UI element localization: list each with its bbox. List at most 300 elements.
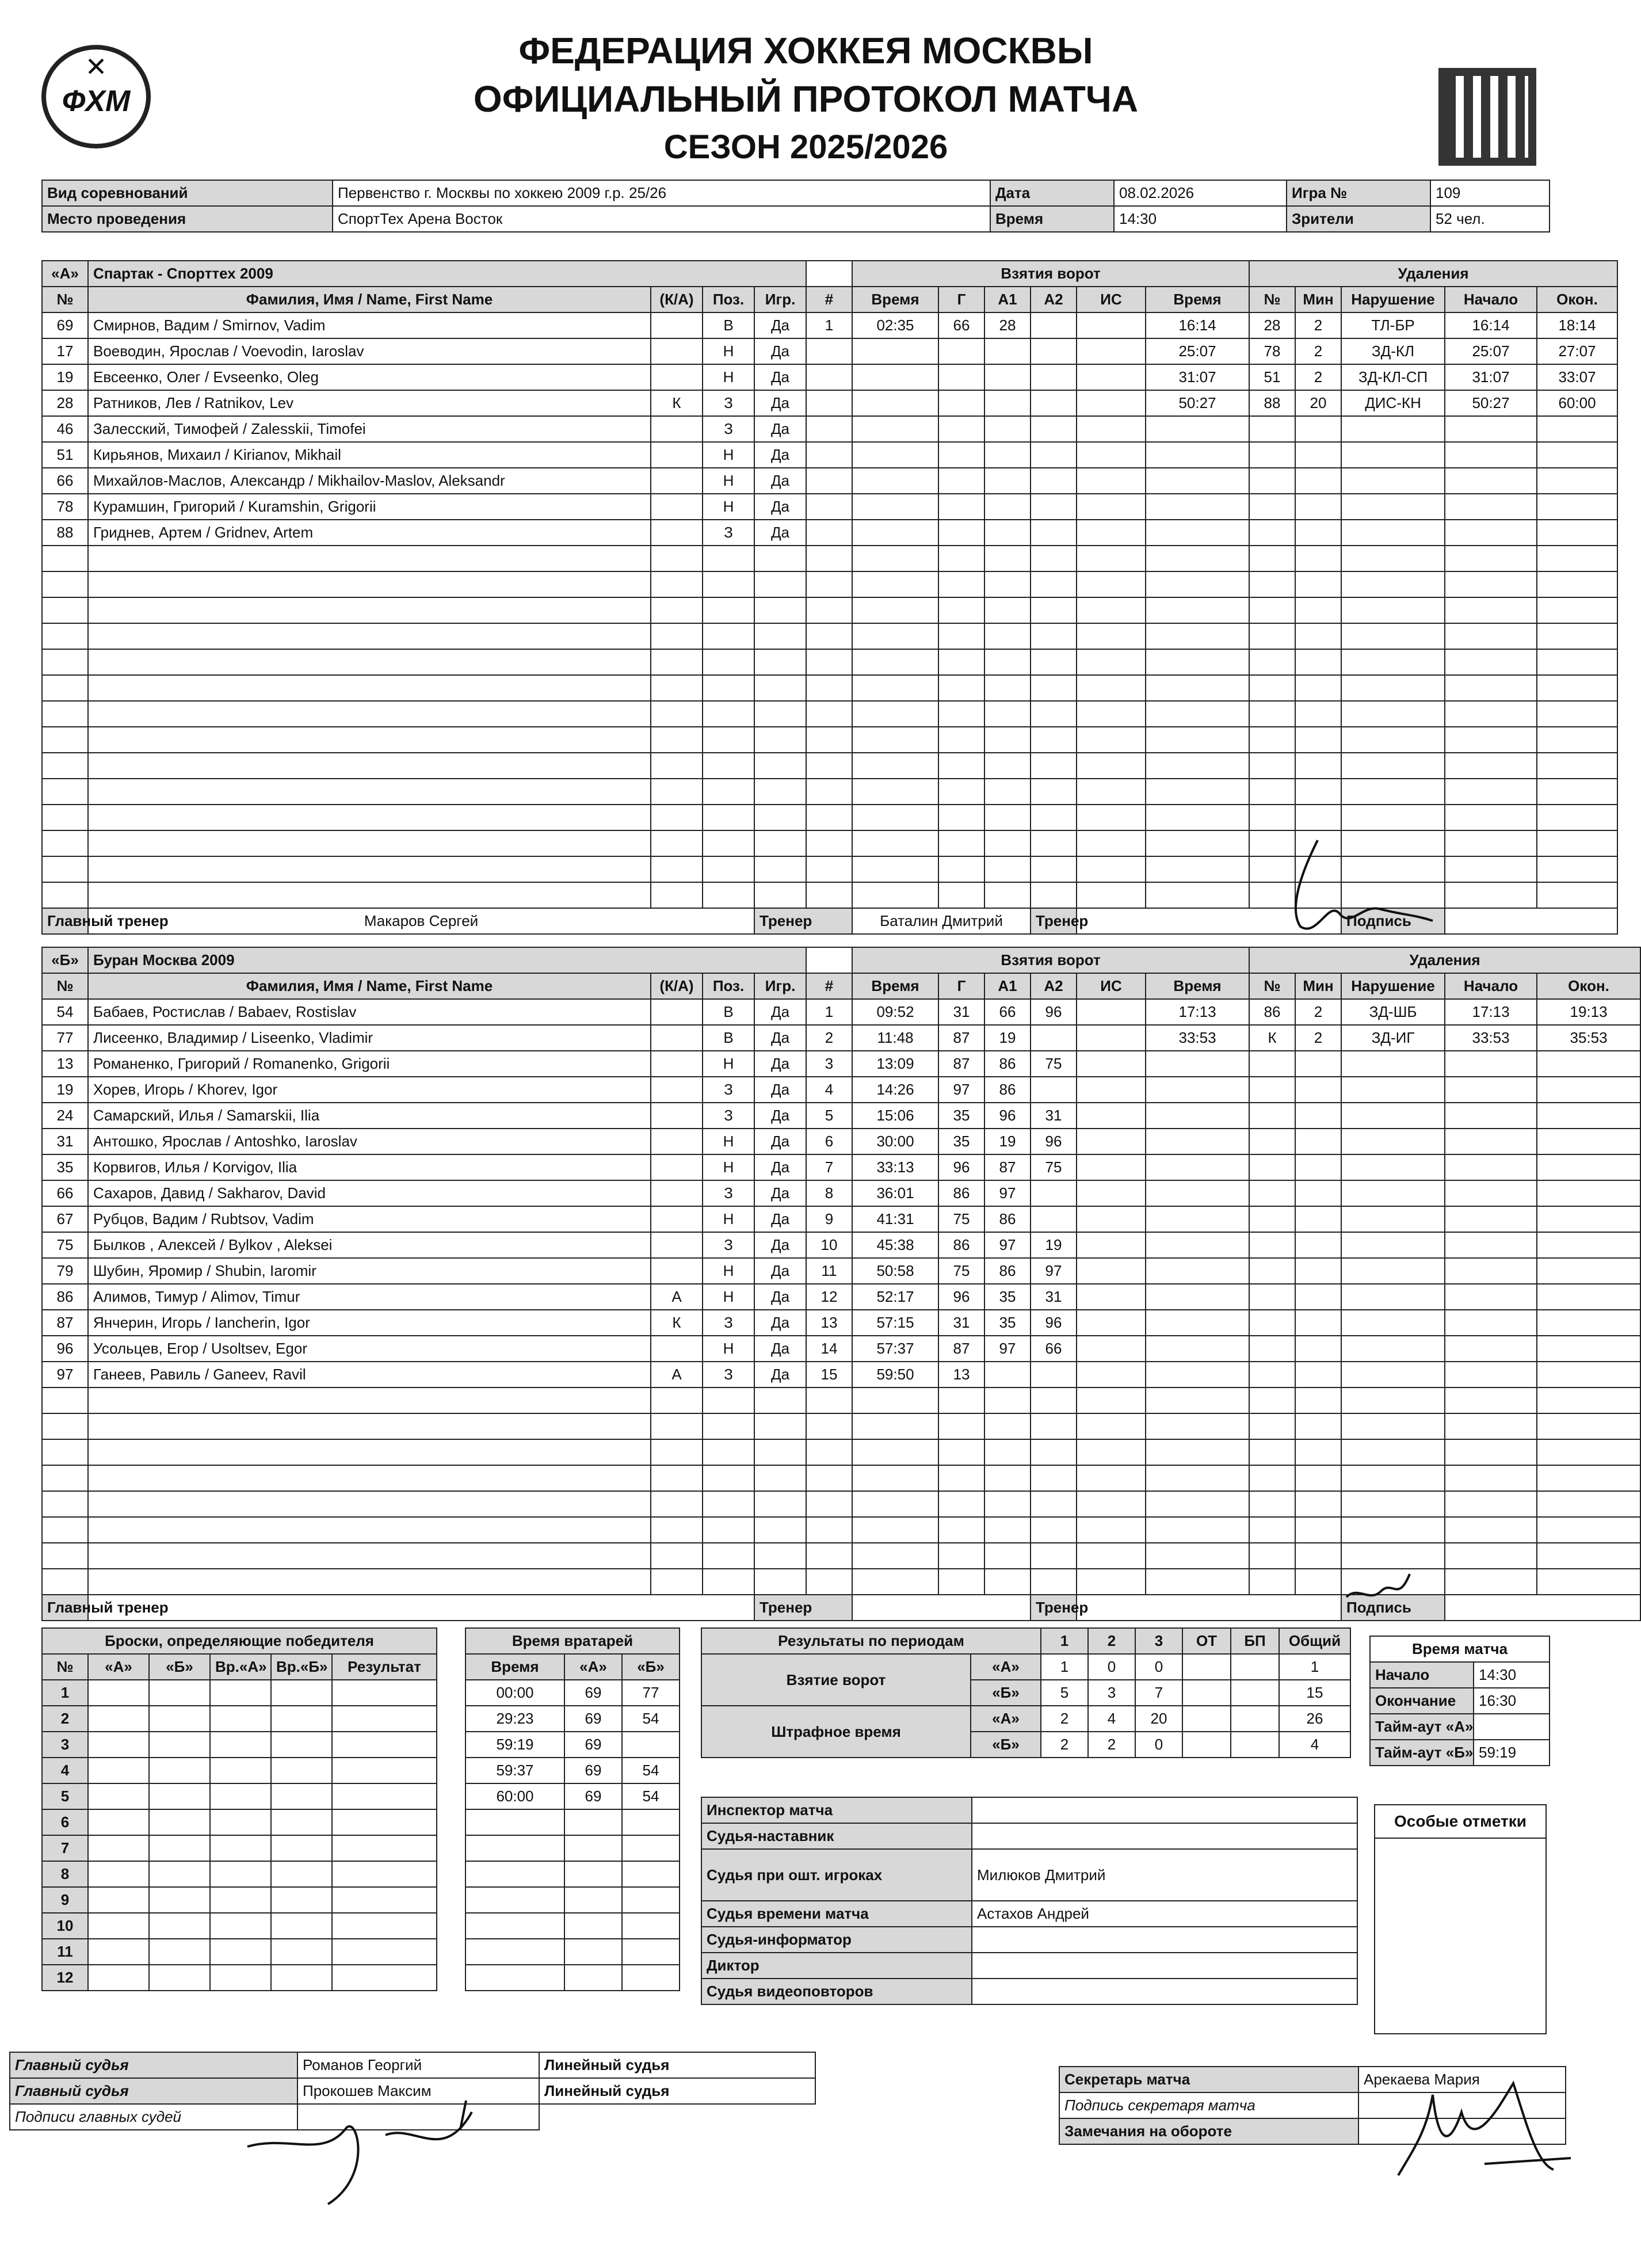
cell: [271, 1939, 332, 1965]
cell: [1341, 520, 1445, 546]
cell: [1077, 1543, 1146, 1569]
player-cell: Да: [754, 1232, 806, 1258]
referee-signature: [242, 2078, 506, 2216]
coach-a-signature: [1266, 829, 1450, 944]
cell: [1445, 1180, 1537, 1206]
cell: [332, 1758, 437, 1783]
cell: [806, 882, 852, 908]
cell: [651, 546, 703, 571]
player-cell: 17: [42, 338, 88, 364]
cell: [1295, 468, 1341, 494]
goal-cell: [1031, 1025, 1077, 1051]
cell: [1295, 1491, 1341, 1517]
cell: [1249, 1388, 1295, 1413]
penalty-cell: ЗД-КЛ-СП: [1341, 364, 1445, 390]
col-name: Фамилия, Имя / Name, First Name: [88, 973, 651, 999]
cell: [1341, 623, 1445, 649]
player-cell: [651, 1103, 703, 1129]
goal-cell: 31: [938, 1310, 984, 1336]
cell: [88, 1680, 149, 1706]
cell: [938, 364, 984, 390]
player-cell: [651, 1129, 703, 1154]
player-cell: Да: [754, 494, 806, 520]
cell: [622, 1939, 680, 1965]
periods-title: Результаты по периодам: [701, 1628, 1041, 1654]
goal-cell: 86: [984, 1258, 1031, 1284]
col-num: №: [42, 973, 88, 999]
cell: [149, 1809, 210, 1835]
cell: [1077, 779, 1146, 805]
cell: [703, 597, 754, 623]
cell: [1249, 571, 1295, 597]
col-g: Г: [938, 973, 984, 999]
cell: [703, 1388, 754, 1413]
cell: [651, 1388, 703, 1413]
penalty-cell: 27:07: [1537, 338, 1617, 364]
cell: [1146, 1051, 1249, 1077]
col-end: Окон.: [1537, 973, 1640, 999]
col-pen_num: №: [1249, 287, 1295, 312]
cell: [271, 1680, 332, 1706]
penalty-cell: 35:53: [1537, 1025, 1640, 1051]
logo-text: ФХМ: [62, 85, 131, 118]
cell: [149, 1758, 210, 1783]
col-pos: Поз.: [703, 973, 754, 999]
cell: [852, 338, 938, 364]
trainer-label: Тренер: [754, 1595, 852, 1621]
player-cell: Да: [754, 1362, 806, 1388]
cell: [1445, 623, 1537, 649]
penalty-cell: 20: [1295, 390, 1341, 416]
cell: [1537, 1310, 1640, 1336]
cell: [1341, 571, 1445, 597]
cell: [1146, 468, 1249, 494]
goal-cell: 1: [806, 312, 852, 338]
shootout-num: 10: [42, 1913, 88, 1939]
player-cell: Н: [703, 468, 754, 494]
shootout-num: 3: [42, 1732, 88, 1758]
player-cell: [651, 338, 703, 364]
cell: [88, 805, 651, 830]
cell: [1295, 416, 1341, 442]
cell: [42, 1413, 88, 1439]
cell: [1077, 753, 1146, 779]
col-a2: А2: [1031, 973, 1077, 999]
cell: [806, 779, 852, 805]
cell: 26: [1279, 1706, 1350, 1732]
pim-label: Штрафное время: [701, 1706, 971, 1758]
cell: [88, 1939, 149, 1965]
cell: [938, 675, 984, 701]
shootout-num: 8: [42, 1861, 88, 1887]
cell: [332, 1965, 437, 1991]
cell: [42, 882, 88, 908]
cell: [754, 546, 806, 571]
cell: 0: [1135, 1654, 1182, 1680]
cell: [88, 1732, 149, 1758]
cell: [1031, 546, 1077, 571]
cell: [88, 701, 651, 727]
penalty-cell: 25:07: [1146, 338, 1249, 364]
cell: [938, 338, 984, 364]
cell: [1295, 1388, 1341, 1413]
goal-cell: [1077, 1129, 1146, 1154]
col-hash: #: [806, 973, 852, 999]
cell: [210, 1835, 271, 1861]
cell: [806, 1439, 852, 1465]
col-start: Начало: [1445, 973, 1537, 999]
cell: [806, 830, 852, 856]
cell: [1537, 1206, 1640, 1232]
cell: [149, 1939, 210, 1965]
table-row: [42, 1680, 437, 1706]
cell: [1249, 494, 1295, 520]
goal-cell: [1031, 1180, 1077, 1206]
cell: [651, 571, 703, 597]
cell: [703, 753, 754, 779]
cell: [88, 779, 651, 805]
cell: [1295, 1517, 1341, 1543]
cell: [806, 597, 852, 623]
cell: [88, 1758, 149, 1783]
cell: [88, 1439, 651, 1465]
table-row: [42, 1783, 437, 1809]
player-cell: [651, 312, 703, 338]
match-info-table: [41, 180, 1550, 232]
goal-cell: 96: [1031, 1310, 1077, 1336]
cell: [984, 882, 1031, 908]
game-number: 109: [1430, 180, 1550, 206]
player-cell: [651, 1025, 703, 1051]
cell: [1295, 1232, 1341, 1258]
player-cell: Да: [754, 468, 806, 494]
cell: [1295, 623, 1341, 649]
cell: [1445, 1595, 1640, 1621]
goal-cell: [1077, 1336, 1146, 1362]
cell: [806, 753, 852, 779]
col-p3: 3: [1135, 1628, 1182, 1654]
cell: [1077, 1569, 1146, 1595]
cell: [1445, 571, 1537, 597]
cell: [806, 649, 852, 675]
cell: [984, 1543, 1031, 1569]
cell: [806, 1491, 852, 1517]
goalie-time-table: [465, 1627, 680, 1991]
cell: [1031, 701, 1077, 727]
secretary-label: Секретарь матча: [1059, 2067, 1358, 2092]
goal-cell: [1077, 1077, 1146, 1103]
cell: [938, 571, 984, 597]
table-row: [42, 1517, 1640, 1543]
cell: [1341, 1258, 1445, 1284]
cell: [1445, 675, 1537, 701]
cell: [1077, 623, 1146, 649]
cell: [1537, 1258, 1640, 1284]
cell: [1031, 1413, 1077, 1439]
table-row: [465, 1809, 680, 1835]
player-cell: 69: [42, 312, 88, 338]
cell: [1341, 1103, 1445, 1129]
cell: [806, 571, 852, 597]
cell: [806, 520, 852, 546]
cell: [1031, 468, 1077, 494]
cell: [703, 856, 754, 882]
cell: [651, 805, 703, 830]
table-row: [42, 649, 1617, 675]
cell: [1445, 830, 1537, 856]
cell: [1249, 1517, 1295, 1543]
col-p2: 2: [1088, 1628, 1135, 1654]
cell: [88, 753, 651, 779]
cell: [754, 1517, 806, 1543]
goal-cell: 75: [938, 1206, 984, 1232]
cell: [1537, 830, 1617, 856]
goal-cell: 41:31: [852, 1206, 938, 1232]
cell: [806, 1465, 852, 1491]
cell: [806, 261, 852, 287]
goal-cell: 28: [984, 312, 1031, 338]
special-notes-box: [1374, 1804, 1547, 2034]
cell: [1445, 1310, 1537, 1336]
col-p1: 1: [1041, 1628, 1088, 1654]
shootout-col: «Б»: [149, 1654, 210, 1680]
cell: [1295, 649, 1341, 675]
goal-cell: 12: [806, 1284, 852, 1310]
goal-cell: 15: [806, 1362, 852, 1388]
cell: [1077, 1517, 1146, 1543]
player-cell: Н: [703, 494, 754, 520]
shootout-num: 7: [42, 1835, 88, 1861]
mentor-label: Судья-наставник: [701, 1823, 972, 1849]
player-cell: Да: [754, 1077, 806, 1103]
cell: [88, 546, 651, 571]
cell: [1445, 1206, 1537, 1232]
col-viol: Нарушение: [1341, 287, 1445, 312]
cell: [1249, 805, 1295, 830]
cell: [1295, 597, 1341, 623]
cell: [806, 546, 852, 571]
cell: [42, 1465, 88, 1491]
player-cell: Да: [754, 442, 806, 468]
goal-cell: 75: [938, 1258, 984, 1284]
player-cell: Да: [754, 416, 806, 442]
col-g: Г: [938, 287, 984, 312]
cell: [1295, 805, 1341, 830]
table-row: [42, 520, 1617, 546]
cell: [984, 571, 1031, 597]
goal-cell: 9: [806, 1206, 852, 1232]
cell: [1249, 779, 1295, 805]
cell: [938, 805, 984, 830]
trainer2-label: Тренер: [1031, 908, 1077, 934]
player-cell: 66: [42, 468, 88, 494]
cell: [1249, 597, 1295, 623]
col-is: ИС: [1077, 973, 1146, 999]
team-a-label: «А»: [971, 1654, 1041, 1680]
player-cell: Да: [754, 520, 806, 546]
cell: 3: [1088, 1680, 1135, 1706]
cell: [651, 727, 703, 753]
cell: [1146, 779, 1249, 805]
cell: [1445, 468, 1537, 494]
cell: [938, 546, 984, 571]
cell: [984, 779, 1031, 805]
cell: [1445, 1543, 1537, 1569]
penalty-cell: ДИС-КН: [1341, 390, 1445, 416]
col-a1: А1: [984, 973, 1031, 999]
team-b-label: «Б»: [971, 1732, 1041, 1758]
cell: [88, 1517, 651, 1543]
penalty-cell: 19:13: [1537, 999, 1640, 1025]
cell: [1445, 1517, 1537, 1543]
cell: [1445, 1077, 1537, 1103]
goal-cell: 6: [806, 1129, 852, 1154]
goalie-cell: [622, 1732, 680, 1758]
shootout-num: 2: [42, 1706, 88, 1732]
cell: [984, 1413, 1031, 1439]
table-row: [465, 1887, 680, 1913]
player-cell: З: [703, 1310, 754, 1336]
goal-cell: 96: [984, 1103, 1031, 1129]
cell: [1031, 597, 1077, 623]
table-row: [42, 1809, 437, 1835]
cell: [852, 1388, 938, 1413]
goal-cell: 66: [938, 312, 984, 338]
cell: [806, 416, 852, 442]
cell: [88, 675, 651, 701]
table-row: [42, 571, 1617, 597]
cell: [1146, 571, 1249, 597]
cell: [984, 830, 1031, 856]
player-cell: Кирьянов, Михаил / Kirianov, Mikhail: [88, 442, 651, 468]
timeout-a: [1474, 1714, 1550, 1740]
sign-label: Подпись: [1341, 1595, 1445, 1621]
cell: [332, 1939, 437, 1965]
cell: [651, 649, 703, 675]
cell: [984, 494, 1031, 520]
cell: [1146, 1129, 1249, 1154]
penalty-cell: 78: [1249, 338, 1295, 364]
player-cell: Бабаев, Ростислав / Babaev, Rostislav: [88, 999, 651, 1025]
shootout-num: 5: [42, 1783, 88, 1809]
shootout-num: 4: [42, 1758, 88, 1783]
shootout-num: 9: [42, 1887, 88, 1913]
video-judge-label: Судья видеоповторов: [701, 1979, 972, 2004]
goal-cell: 2: [806, 1025, 852, 1051]
goal-cell: 87: [938, 1336, 984, 1362]
cell: [1537, 856, 1617, 882]
cell: [1537, 1129, 1640, 1154]
penalty-cell: 50:27: [1146, 390, 1249, 416]
cell: [1537, 1051, 1640, 1077]
cell: [938, 390, 984, 416]
col-ka: (К/А): [651, 973, 703, 999]
table-row: [42, 1465, 1640, 1491]
cell: [1249, 546, 1295, 571]
player-cell: [651, 1336, 703, 1362]
goal-cell: [984, 1362, 1031, 1388]
special-notes-title: Особые отметки: [1375, 1805, 1545, 1839]
cell: [852, 364, 938, 390]
cell: [938, 1543, 984, 1569]
cell: [1031, 364, 1077, 390]
table-row: [42, 1913, 437, 1939]
cell: [42, 1491, 88, 1517]
cell: [1445, 1491, 1537, 1517]
cell: [1537, 1284, 1640, 1310]
table-row: [465, 1835, 680, 1861]
cell: [271, 1887, 332, 1913]
col-start: Начало: [1445, 287, 1537, 312]
cell: [1077, 390, 1146, 416]
cell: [1077, 1491, 1146, 1517]
cell: [1445, 1465, 1537, 1491]
player-cell: 46: [42, 416, 88, 442]
col-num: №: [42, 287, 88, 312]
player-cell: Да: [754, 1336, 806, 1362]
cell: [1341, 1439, 1445, 1465]
cell: [984, 1569, 1031, 1595]
cell: [1295, 546, 1341, 571]
cell: [1537, 1465, 1640, 1491]
goalie-cell: 54: [622, 1706, 680, 1732]
cell: [88, 597, 651, 623]
cell: [88, 1491, 651, 1517]
penalty-cell: ТЛ-БР: [1341, 312, 1445, 338]
cell: [1341, 442, 1445, 468]
cell: [1146, 1465, 1249, 1491]
secretary-sign-label: Подпись секретаря матча: [1059, 2092, 1358, 2118]
table-row: [42, 727, 1617, 753]
cell: [806, 1517, 852, 1543]
cell: [1077, 494, 1146, 520]
penalty-cell: К: [1249, 1025, 1295, 1051]
cell: [1077, 468, 1146, 494]
goals-label: Взятие ворот: [701, 1654, 971, 1706]
cell: [852, 1413, 938, 1439]
goal-cell: 66: [1031, 1336, 1077, 1362]
cell: [1295, 1051, 1341, 1077]
player-cell: Былков , Алексей / Bylkov , Aleksei: [88, 1232, 651, 1258]
goal-cell: 75: [1031, 1051, 1077, 1077]
cell: [1249, 1154, 1295, 1180]
player-cell: Н: [703, 1206, 754, 1232]
goal-cell: 97: [938, 1077, 984, 1103]
cell: [88, 1861, 149, 1887]
cell: [1146, 1388, 1249, 1413]
cell: [1077, 675, 1146, 701]
table-row: [465, 1965, 680, 1991]
goal-cell: [1077, 1154, 1146, 1180]
cell: [1341, 597, 1445, 623]
cell: [984, 701, 1031, 727]
cell: [754, 753, 806, 779]
cell: [1031, 1439, 1077, 1465]
ref-sign-label: Подписи главных судей: [10, 2104, 297, 2130]
player-cell: Н: [703, 364, 754, 390]
cell: [1341, 1180, 1445, 1206]
cell: [1146, 701, 1249, 727]
table-row: [42, 1129, 1640, 1154]
cell: [332, 1732, 437, 1758]
cell: [1146, 1517, 1249, 1543]
col-min: Мин: [1295, 287, 1341, 312]
cell: [1295, 1465, 1341, 1491]
cell: [1341, 1517, 1445, 1543]
cell: [465, 1809, 564, 1835]
date: 08.02.2026: [1114, 180, 1287, 206]
cell: [1031, 882, 1077, 908]
